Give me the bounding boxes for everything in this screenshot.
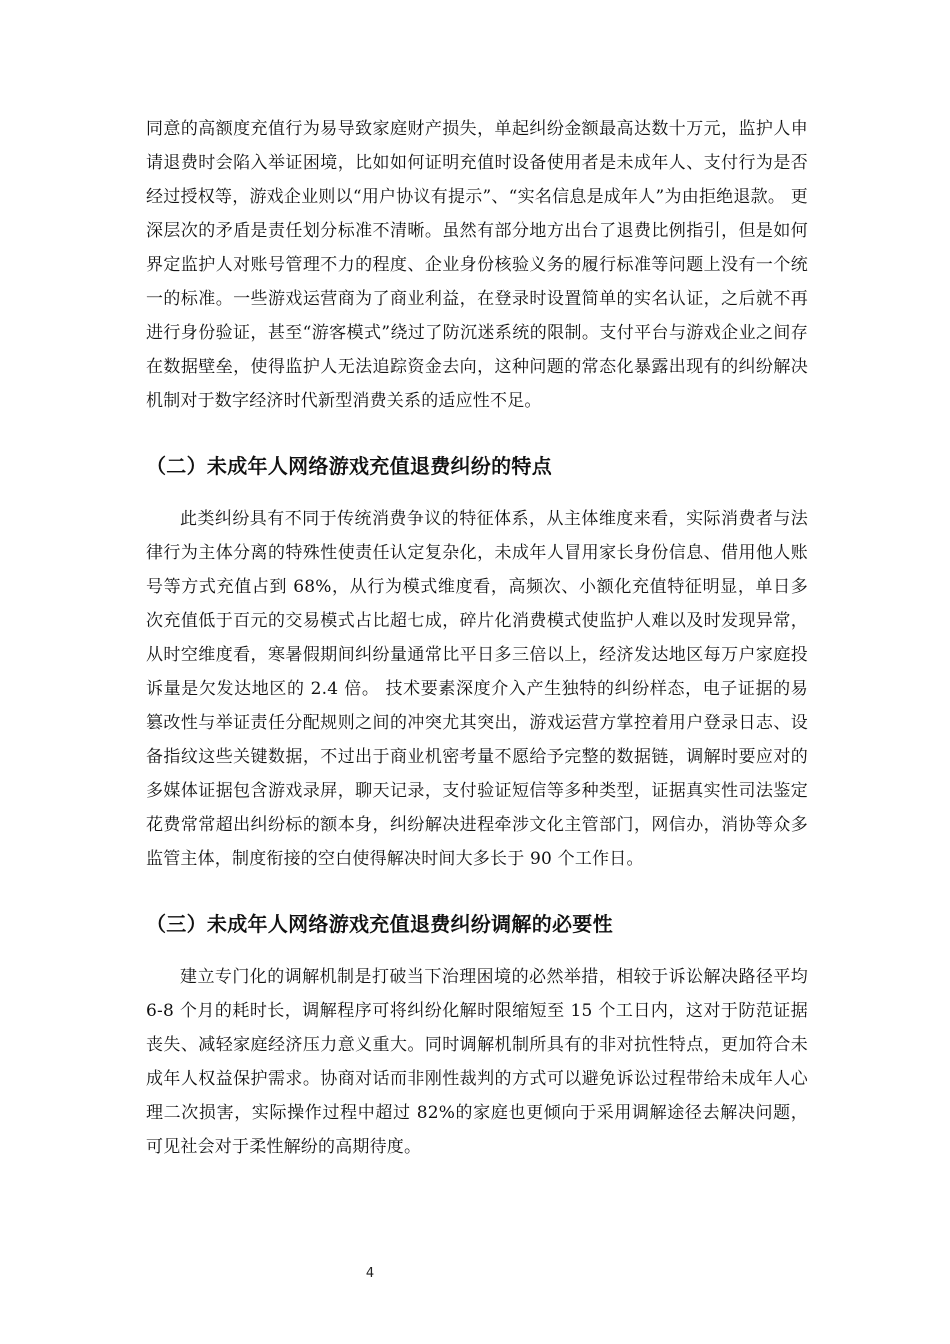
body-paragraph-necessity: 建立专门化的调解机制是打破当下治理困境的必然举措，相较于诉讼解决路径平均 6-8 个月的耗时长，调解程序可将纠纷化解时限缩短至 15 个工日内，这对于防范证据丧失、减轻家庭经济压力意义重大。同时调解机制所具有的非对抗性特点，更加符合未成年人权益保护需求。协商对话而非刚性裁判的方式可以避免诉讼过程带给未成年人心理二次损害，实际操作过程中超过 82%的家庭也更倾向于采用调解途径去解决问题，可见社会对于柔性解纷的高期待度。 xyxy=(146,967,808,1157)
section-heading-necessity: （三）未成年人网络游戏充值退费纠纷调解的必要性 xyxy=(146,912,613,936)
section-heading-characteristics: （二）未成年人网络游戏充值退费纠纷的特点 xyxy=(146,454,552,478)
body-paragraph-characteristics: 此类纠纷具有不同于传统消费争议的特征体系，从主体维度来看，实际消费者与法律行为主体分离的特殊性使责任认定复杂化，未成年人冒用家长身份信息、借用他人账号等方式充值占到 68%，从行为模式维度看，高频次、小额化充值特征明显，单日多次充值低于百元的交易模式占比超七成，碎片化消费模式使监护人难以及时发现异常，从时空维度看，寒暑假期间纠纷量通常比平日多三倍以上，经济发达地区每万户家庭投诉量是欠发达地区的 2.4 倍。 技术要素深度介入产生独特的纠纷样态，电子证据的易篡改性与举证责任分配规则之间的冲突尤其突出，游戏运营方掌控着用户登录日志、设备指纹这些关键数据，不过出于商业机密考量不愿给予完整的数据链，调解时要应对的多媒体证据包含游戏录屏，聊天记录，支付验证短信等多种类型，证据真实性司法鉴定花费常常超出纠纷标的额本身，纠纷解决进程牵涉文化主管部门，网信办，消协等众多监管主体，制度衔接的空白使得解决时间大多长于 90 个工作日。 xyxy=(146,509,808,869)
document-page xyxy=(146,112,808,1164)
body-paragraph-continued: 同意的高额度充值行为易导致家庭财产损失，单起纠纷金额最高达数十万元，监护人申请退费时会陷入举证困境，比如如何证明充值时设备使用者是未成年人、支付行为是否经过授权等，游戏企业则以“用户协议有提示”、“实名信息是成年人”为由拒绝退款。 更深层次的矛盾是责任划分标准不清晰。虽然有部分地方出台了退费比例指引，但是如何界定监护人对账号管理不力的程度、企业身份核验义务的履行标准等问题上没有一个统一的标准。一些游戏运营商为了商业利益，在登录时设置简单的实名认证，之后就不再进行身份验证，甚至“游客模式”绕过了防沉迷系统的限制。支付平台与游戏企业之间存在数据壁垒，使得监护人无法追踪资金去向，这种问题的常态化暴露出现有的纠纷解决机制对于数字经济时代新型消费关系的适应性不足。 xyxy=(146,119,808,411)
page-number: 4 xyxy=(365,1266,375,1281)
